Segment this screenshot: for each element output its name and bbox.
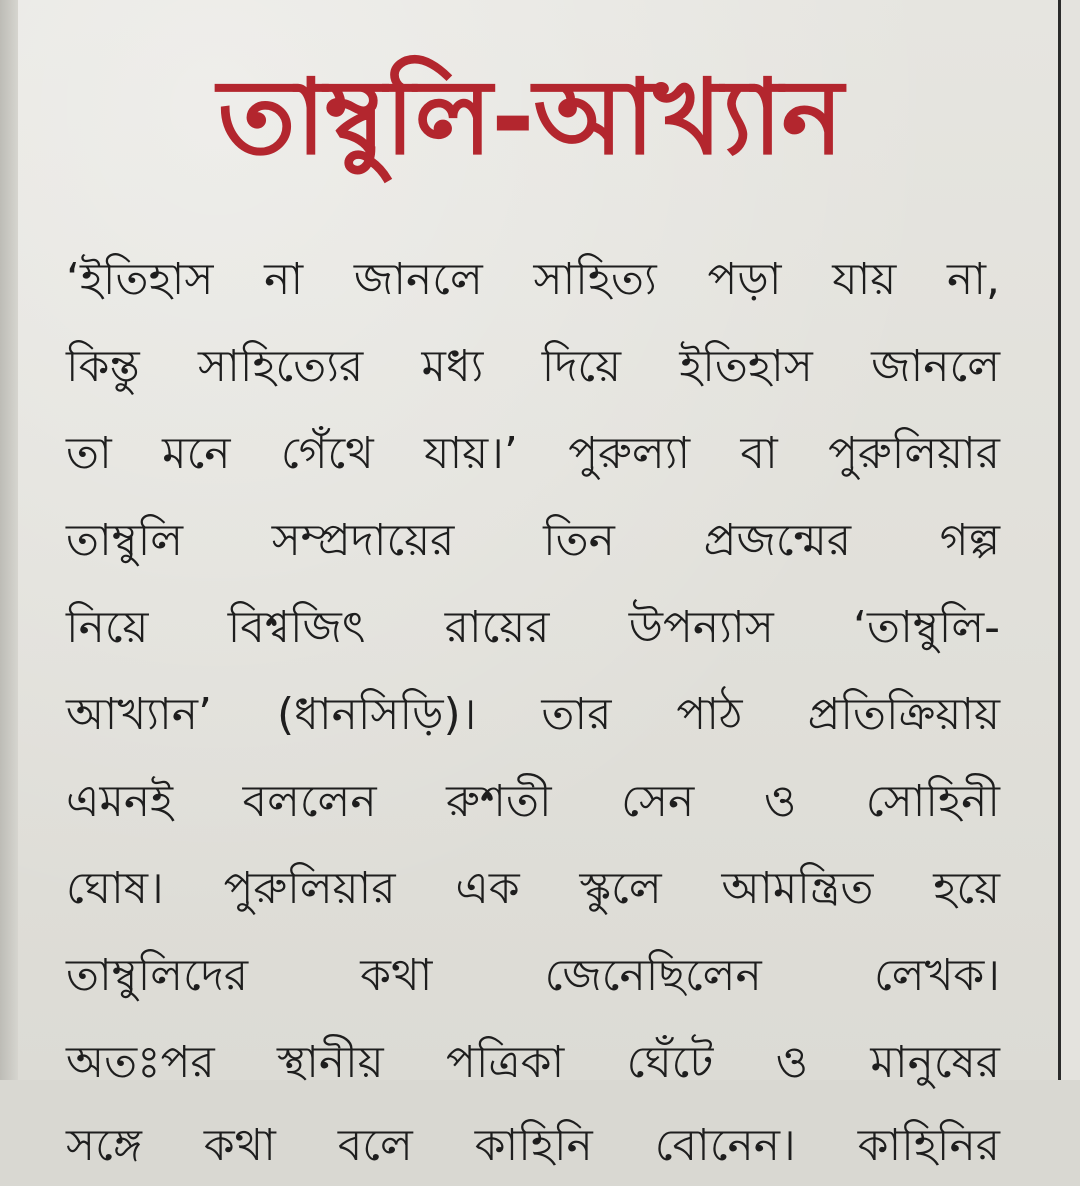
body-line: ‘ইতিহাস না জানলে সাহিত্য পড়া যায় না, (66, 254, 1000, 305)
body-line-cut-off: সঙ্গে কথা বলে কাহিনি বোনেন। কাহিনির (66, 1120, 1000, 1171)
body-line: এমনই বললেন রুশতী সেন ও সোহিনী (66, 776, 1000, 827)
body-line: ঘোষ। পুরুলিয়ার এক স্কুলে আমন্ত্রিত হয়ে (66, 863, 1000, 914)
body-line: নিয়ে বিশ্বজিৎ রায়ের উপন্যাস ‘তাম্বুলি- (66, 602, 1000, 653)
body-line: তাম্বুলিদের কথা জেনেছিলেন লেখক। (66, 950, 1000, 1001)
body-line: অতঃপর স্থানীয় পত্রিকা ঘেঁটে ও মানুষের (66, 1037, 1000, 1088)
body-line: কিন্তু সাহিত্যের মধ্য দিয়ে ইতিহাস জানলে (66, 341, 1000, 392)
article-body (66, 236, 1000, 1171)
page-edge-shadow (0, 0, 18, 1080)
body-line: আখ্যান’ (ধানসিড়ি)। তার পাঠ প্রতিক্রিয়ায় (66, 689, 1000, 740)
adjacent-column-edge (1061, 0, 1080, 1080)
body-line: তাম্বুলি সম্প্রদায়ের তিন প্রজন্মের গল্প (66, 515, 1000, 566)
body-line: তা মনে গেঁথে যায়।’ পুরুল্যা বা পুরুলিয়ার (66, 428, 1000, 479)
article-headline: তাম্বুলি-আখ্যান (217, 56, 843, 178)
